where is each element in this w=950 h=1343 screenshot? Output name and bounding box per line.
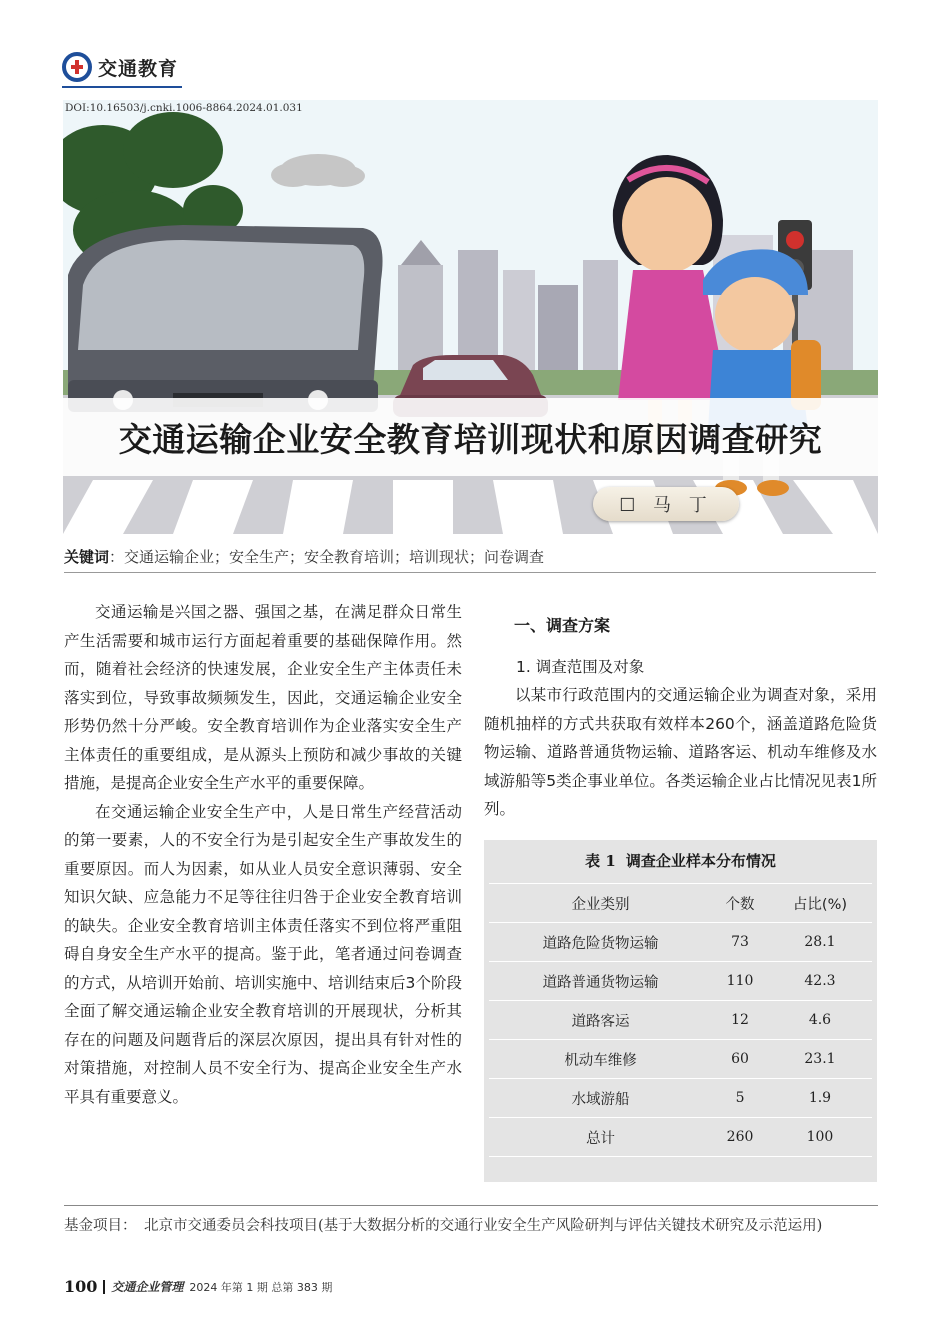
keywords-label: 关键词 [64, 548, 110, 566]
section-heading: 一、调查方案 [514, 616, 611, 635]
section-paragraph: 以某市行政范围内的交通运输企业为调查对象，采用随机抽样的方式共获取有效样本260个，涵盖道路危险货物运输、道路普通货物运输、道路客运、机动车维修及水域游船等5类企事业单位。各类运输企业占比情况见表1所列。 [484, 686, 877, 818]
header-rule [62, 86, 182, 88]
cell-count: 5 [712, 1079, 768, 1118]
journal-name: 交通企业管理 [111, 1280, 184, 1294]
cell-percent: 28.1 [768, 923, 872, 962]
intro-paragraph-1: 交通运输是兴国之器、强国之基，在满足群众日常生产生活需要和城市运行方面起着重要的基础保障作用。然而，随着社会经济的快速发展，企业安全生产主体责任未落实到位，导致事故频频发生，因此，交通运输企业安全形势仍然十分严峻。安全教育培训作为企业落实安全生产主体责任的重要组成，是从源头上预防和减少事故的关键措施，是提高企业安全生产水平的重要保障。 [64, 603, 462, 792]
table-header-row [489, 884, 872, 923]
header-count: 个数 [712, 884, 768, 923]
table-row [489, 1040, 872, 1079]
cell-percent: 100 [768, 1118, 872, 1157]
header-category: 企业类别 [489, 884, 712, 923]
cell-count: 260 [712, 1118, 768, 1157]
table-number: 表 1 [585, 852, 616, 870]
subsection-heading: 1. 调查范围及对象 [516, 657, 645, 676]
bus-shape [68, 225, 383, 412]
title-band [63, 398, 878, 476]
cell-category: 总计 [489, 1118, 712, 1157]
gj-logo-icon [62, 52, 92, 82]
cell-count: 60 [712, 1040, 768, 1079]
right-column [484, 612, 877, 824]
hero-illustration [63, 100, 878, 534]
table-total-row [489, 1118, 872, 1157]
cell-count: 110 [712, 962, 768, 1001]
cell-category: 道路危险货物运输 [489, 923, 712, 962]
author-name: ☐ 马 丁 [593, 487, 739, 521]
section-label: 交通教育 [98, 57, 179, 80]
issue-info: 2024 年第 1 期 总第 383 期 [189, 1280, 333, 1294]
header-percent: 占比(%) [768, 884, 872, 923]
cell-category: 道路普通货物运输 [489, 962, 712, 1001]
cell-category: 机动车维修 [489, 1040, 712, 1079]
fund-label: 基金项目： [64, 1218, 137, 1234]
table-caption [484, 850, 877, 871]
table-row [489, 962, 872, 1001]
sample-distribution-table [489, 883, 872, 1157]
doi-label: DOI:10.16503/j.cnki.1006-8864.2024.01.031 [65, 102, 303, 114]
cell-percent: 4.6 [768, 1001, 872, 1040]
cell-category: 水域游船 [489, 1079, 712, 1118]
page-footer [64, 1277, 332, 1296]
cell-category: 道路客运 [489, 1001, 712, 1040]
fund-note [64, 1215, 878, 1237]
footer-divider [103, 1280, 105, 1294]
cell-count: 73 [712, 923, 768, 962]
table-1 [484, 840, 877, 1182]
table-row [489, 923, 872, 962]
cell-percent: 1.9 [768, 1079, 872, 1118]
table-title: 调查企业样本分布情况 [625, 852, 776, 870]
article-title: 交通运输企业安全教育培训现状和原因调查研究 [118, 419, 823, 459]
cell-percent: 23.1 [768, 1040, 872, 1079]
keywords-text: ：交通运输企业；安全生产；安全教育培训；培训现状；问卷调查 [109, 548, 545, 566]
left-column [64, 598, 462, 1111]
keywords [64, 546, 544, 567]
table-row [489, 1001, 872, 1040]
fund-text: 北京市交通委员会科技项目(基于大数据分析的交通行业安全生产风险研判与评估关键技术研究及示范运用) [144, 1218, 823, 1234]
keywords-rule [64, 572, 876, 573]
cell-count: 12 [712, 1001, 768, 1040]
footnote-rule [64, 1205, 878, 1206]
cell-percent: 42.3 [768, 962, 872, 1001]
page-number: 100 [64, 1277, 98, 1296]
section-header [62, 52, 178, 82]
table-row [489, 1079, 872, 1118]
intro-paragraph-2: 在交通运输企业安全生产中，人是日常生产经营活动的第一要素，人的不安全行为是引起安全生产事故发生的重要原因。而人为因素，如从业人员安全意识薄弱、安全知识欠缺、应急能力不足等往往归咎于企业安全教育培训的缺失。企业安全教育培训主体责任落实不到位将严重阻碍自身安全生产水平的提高。鉴于此，笔者通过问卷调查的方式，从培训开始前、培训实施中、培训结束后3个阶段全面了解交通运输企业安全教育培训的开展现状，分析其存在的问题及问题背后的深层次原因，提出具有针对性的对策措施，对控制人员不安全行为、提高企业安全生产水平具有重要意义。 [64, 802, 462, 1106]
